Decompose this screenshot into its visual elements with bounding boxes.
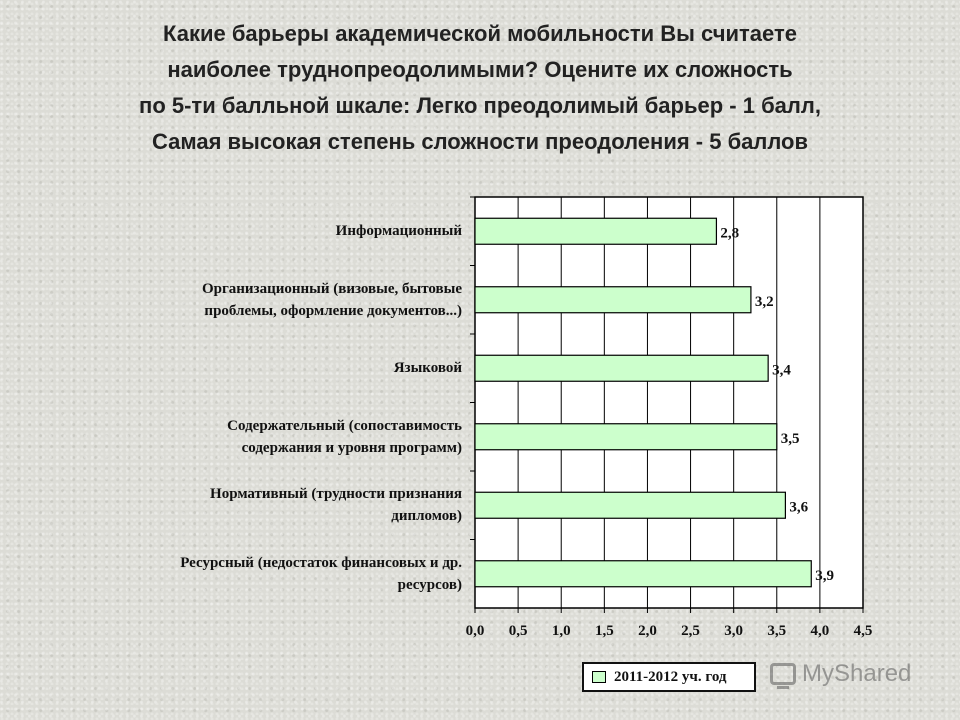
data-label: 3,6 bbox=[789, 499, 809, 516]
category-label-line: Нормативный (трудности признания bbox=[210, 486, 462, 503]
category-label-line: Содержательный (сопоставимость bbox=[227, 417, 462, 434]
category-label-line: ресурсов) bbox=[397, 576, 462, 593]
x-tick-label: 4,5 bbox=[853, 623, 873, 639]
category-label bbox=[180, 552, 462, 596]
category-label-line: Языковой bbox=[393, 360, 462, 377]
bar bbox=[475, 287, 751, 313]
bar bbox=[475, 355, 768, 381]
title-line: Самая высокая степень сложности преодоления - 5 баллов bbox=[151, 129, 809, 154]
x-tick-label: 2,0 bbox=[638, 623, 657, 639]
legend-label: 2011-2012 уч. год bbox=[614, 668, 727, 685]
legend bbox=[582, 662, 756, 692]
category-label-line: Информационный bbox=[335, 223, 462, 240]
watermark bbox=[770, 660, 911, 688]
category-label bbox=[227, 415, 462, 459]
x-tick-label: 3,5 bbox=[767, 623, 787, 639]
category-label-line: дипломов) bbox=[391, 508, 462, 525]
data-label: 3,4 bbox=[772, 362, 791, 379]
data-label: 3,9 bbox=[815, 567, 835, 584]
watermark-text: MyShared bbox=[802, 660, 912, 687]
monitor-icon bbox=[770, 663, 796, 685]
data-label: 3,2 bbox=[754, 293, 774, 310]
bar bbox=[475, 492, 785, 518]
x-tick-label: 0,5 bbox=[508, 623, 528, 639]
category-label-line: содержания и уровня программ) bbox=[241, 439, 462, 456]
bar bbox=[475, 424, 777, 450]
category-label-line: Организационный (визовые, бытовые bbox=[201, 280, 462, 297]
x-tick-label: 1,0 bbox=[551, 623, 571, 639]
x-tick-label: 1,5 bbox=[594, 623, 614, 639]
title-line: Какие барьеры академической мобильности Вы считаете bbox=[163, 21, 797, 46]
x-tick-label: 0,0 bbox=[465, 623, 485, 639]
bar bbox=[475, 561, 811, 587]
category-label bbox=[202, 278, 462, 322]
x-tick-label: 3,0 bbox=[724, 623, 744, 639]
plot-area bbox=[475, 197, 863, 608]
category-label bbox=[210, 483, 462, 527]
title-line: по 5-ти балльной шкале: Легко преодолимый барьер - 1 балл, bbox=[139, 93, 821, 118]
x-tick-label: 4,0 bbox=[810, 623, 830, 639]
legend-swatch bbox=[592, 671, 606, 683]
x-tick-label: 2,5 bbox=[681, 623, 700, 639]
category-label bbox=[336, 220, 462, 242]
data-label: 2,8 bbox=[720, 225, 740, 242]
bar bbox=[475, 218, 716, 244]
data-label: 3,5 bbox=[780, 430, 800, 447]
category-label-line: Ресурсный (недостаток финансовых и др. bbox=[180, 554, 462, 571]
category-label bbox=[394, 357, 462, 379]
title-line: наиболее труднопреодолимыми? Оцените их сложность bbox=[167, 57, 793, 82]
category-label-line: проблемы, оформление документов...) bbox=[204, 302, 462, 319]
